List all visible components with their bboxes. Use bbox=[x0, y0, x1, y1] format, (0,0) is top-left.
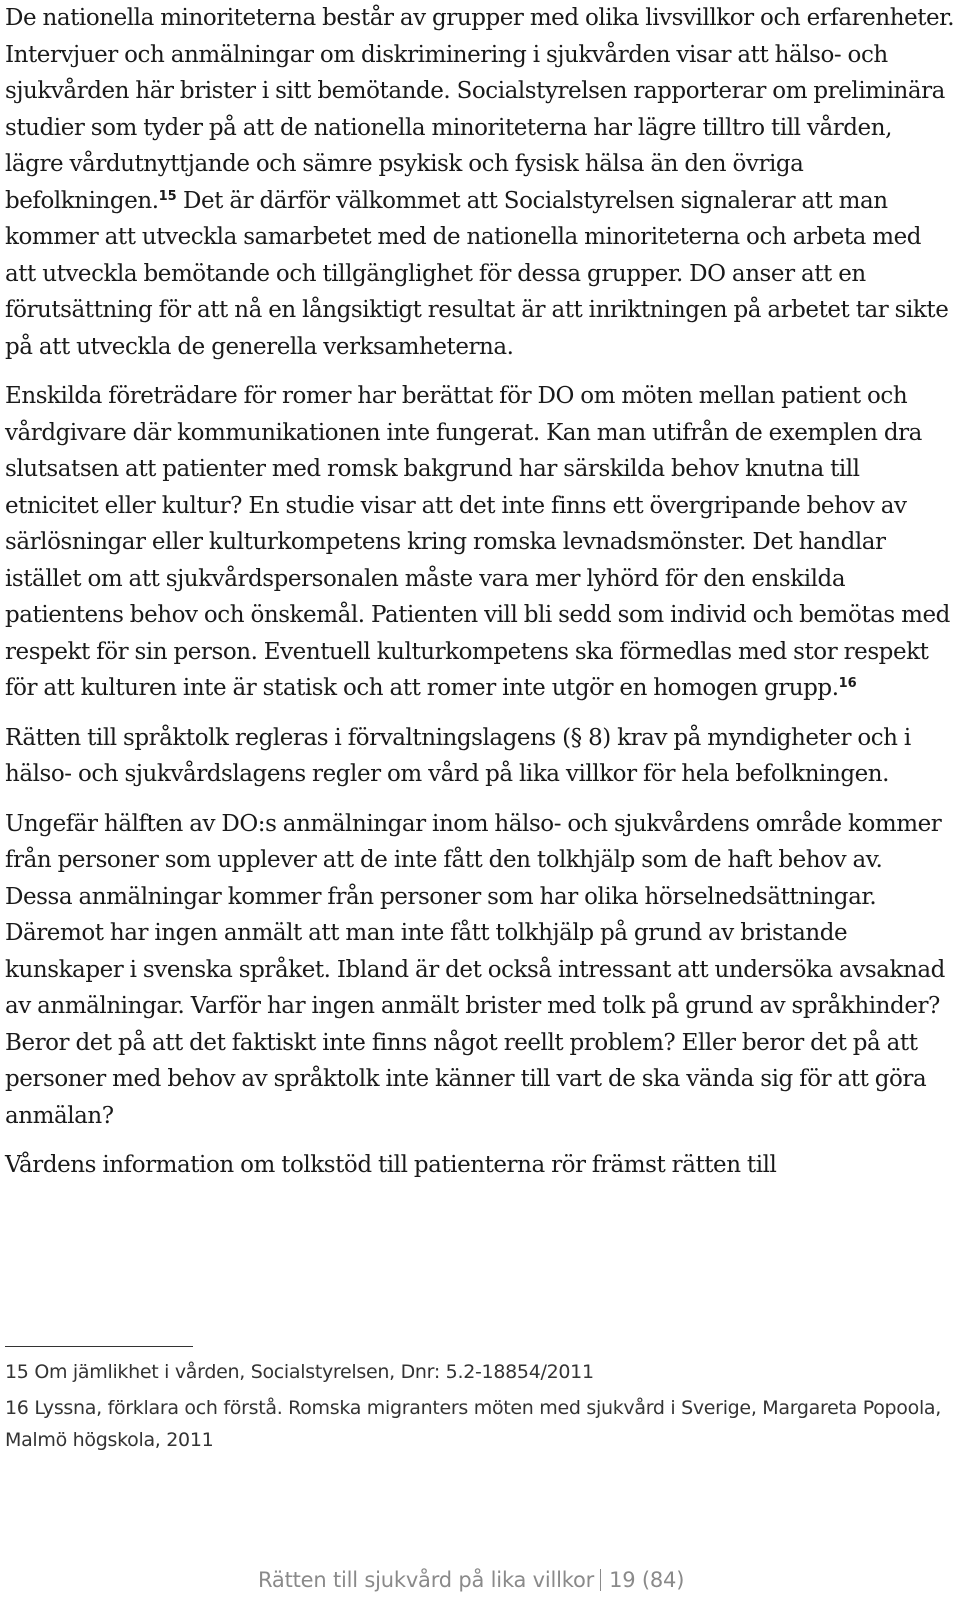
footnote-text: Om jämlikhet i vården, Socialstyrelsen, Dnr: 5.2-18854/2011 bbox=[34, 1361, 594, 1383]
footnote-text: Lyssna, förklara och förstå. Romska migranters möten med sjukvård i Sverige, Margareta Popoola, Malmö högskola, 2011 bbox=[5, 1397, 942, 1451]
footer-separator bbox=[600, 1569, 601, 1591]
page-footer bbox=[258, 1565, 684, 1595]
footnote-number: 15 bbox=[5, 1361, 29, 1383]
paragraph-text-continued: Det är därför välkommet att Socialstyrelsen signalerar att man kommer att utveckla samarbetet med de nationella minoriteterna och arbeta med att utveckla bemötande och tillgänglighet för dessa grupper. DO anser att en förutsättning för att nå en långsiktigt resultat är att inriktningen på arbetet tar sikte på att utveckla de generella verksamheterna. bbox=[5, 187, 949, 360]
footnote-divider bbox=[5, 1346, 193, 1347]
paragraph-text: Enskilda företrädare för romer har berättat för DO om möten mellan patient och vårdgivare där kommunikationen inte fungerat. Kan man utifrån de exemplen dra slutsatsen att patienter med romsk bakgrund har särskilda behov knutna till etnicitet eller kultur? En studie visar att det inte finns ett övergripande behov av särlösningar eller kulturkompetens kring romska levnadsmönster. Det handlar istället om att sjukvårdspersonalen måste vara mer lyhörd för den enskilda patientens behov och önskemål. Patienten vill bli sedd som individ och bemötas med respekt för sin person. Eventuell kulturkompetens ska förmedlas med stor respekt för att kulturen inte är statisk och att romer inte utgör en homogen grupp. bbox=[5, 383, 950, 701]
paragraph-roma bbox=[5, 378, 955, 707]
paragraph-interpreter-right bbox=[5, 720, 955, 793]
paragraph-text: Vårdens information om tolkstöd till patienterna rör främst rätten till bbox=[5, 1152, 777, 1178]
document-page bbox=[5, 0, 955, 1184]
footnote-ref-15[interactable]: 15 bbox=[158, 188, 177, 204]
paragraph-text: De nationella minoriteterna består av grupper med olika livsvillkor och erfarenheter. Intervjuer och anmälningar om diskriminering i sjukvården visar att hälso- och sjukvården här brister i sitt bemötande. Socialstyrelsen rapporterar om preliminära studier som tyder på att de nationella minoriteterna har lägre tilltro till vården, lägre vårdutnyttjande och sämre psykisk och fysisk hälsa än den övriga befolkningen. bbox=[5, 5, 955, 214]
footnote-number: 16 bbox=[5, 1397, 29, 1419]
body-text bbox=[5, 0, 955, 1184]
footnotes bbox=[5, 1356, 955, 1456]
footer-title: Rätten till sjukvård på lika villkor bbox=[258, 1568, 595, 1592]
footnote-15 bbox=[5, 1356, 955, 1388]
paragraph-information bbox=[5, 1147, 955, 1184]
paragraph-text: Rätten till språktolk regleras i förvaltningslagens (§ 8) krav på myndigheter och i hälso- och sjukvårdslagens regler om vård på lika villkor för hela befolkningen. bbox=[5, 724, 911, 787]
footnote-16 bbox=[5, 1392, 955, 1456]
paragraph-text: Ungefär hälften av DO:s anmälningar inom hälso- och sjukvårdens område kommer från personer som upplever att de inte fått den tolkhjälp som de haft behov av. Dessa anmälningar kommer från personer som har olika hörselnedsättningar. Däremot har ingen anmält att man inte fått tolkhjälp på grund av bristande kunskaper i svenska språket. Ibland är det också intressant att undersöka avsaknad av anmälningar. Varför har ingen anmält brister med tolk på grund av språkhinder? Beror det på att det faktiskt inte finns något reellt problem? Eller beror det på att personer med behov av språktolk inte känner till vart de ska vända sig för att göra anmälan? bbox=[5, 810, 945, 1129]
paragraph-minorities bbox=[5, 0, 955, 365]
footnote-ref-16[interactable]: 16 bbox=[838, 676, 857, 691]
page-number: 19 (84) bbox=[609, 1568, 685, 1592]
paragraph-reports bbox=[5, 806, 955, 1135]
